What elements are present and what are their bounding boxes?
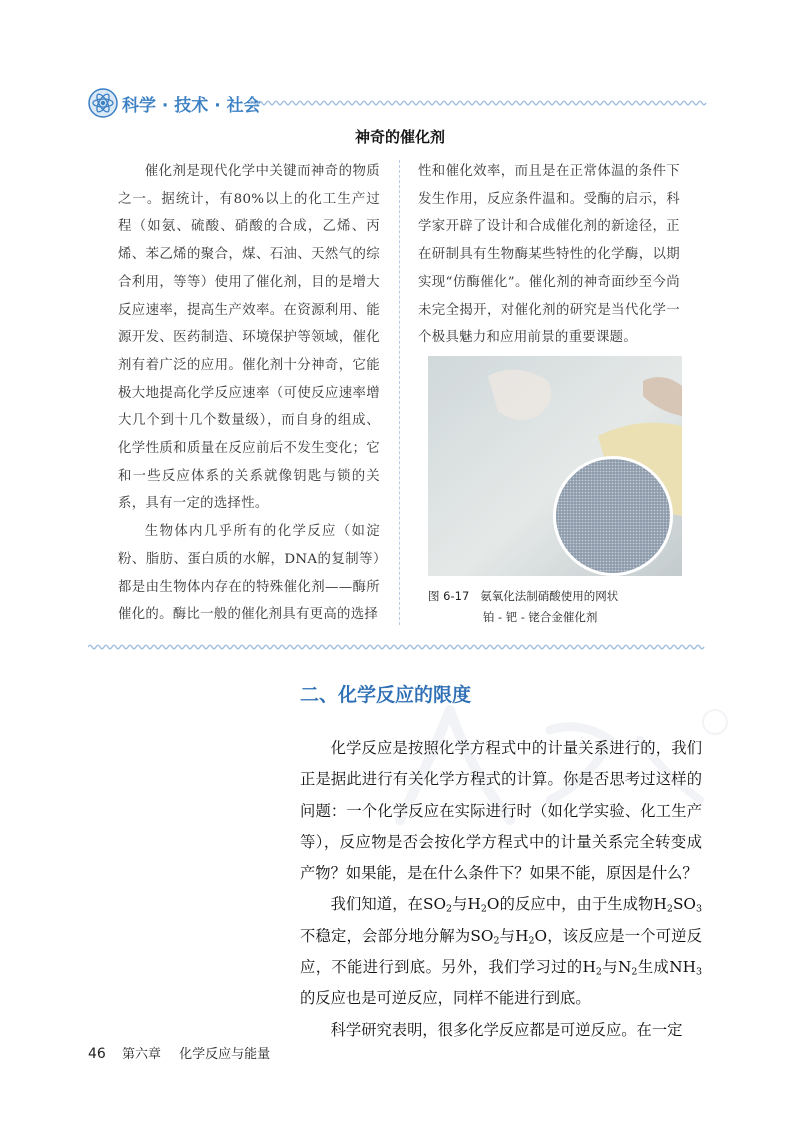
- box-title: 神奇的催化剂: [354, 128, 445, 146]
- section-paragraph-3: 科学研究表明，很多化学反应都是可逆反应。在一定: [330, 1020, 683, 1039]
- section-paragraph-2: 我们知道，在$SO_2$与$H_2O$的反应中，由于生成物$H_2SO_3$不稳定，会部分地分解为$SO_2$与$H_2O$，该反应是一个可逆反应，不能进行到底。另外，我们学习过的$H_2$与$N_2$生成$NH_3$的反应也是可逆反应，同样不能进行到底。: [300, 895, 702, 1008]
- box-paragraph-1: 催化剂是现代化学中关键而神奇的物质之一。据统计，有80%以上的化工生产过程（如氨、硫酸、硝酸的合成，乙烯、丙烯、苯乙烯的聚合，煤、石油、天然气的综合利用，等等）使用了催化剂，目的是增大反应速率，提高生产效率。在资源利用、能源开发、医药制造、环境保护等领域，催化剂有着广泛的应用。催化剂十分神奇，它能极大地提高化学反应速率（可使反应速率增大几个到十几个数量级），而自身的组成、化学性质和质量在反应前后不发生变化；它和一些反应体系的关系就像钥匙与锁的关系，具有一定的选择性。: [118, 164, 380, 512]
- column-divider: [399, 160, 400, 625]
- box-bottom-wave-divider: [88, 642, 708, 652]
- box-paragraph-3: 性和催化效率，而且是在正常体温的条件下发生作用，反应条件温和。受酶的启示，科学家开辟了设计和合成催化剂的新途径，正在研制具有生物酶某些特性的化学酶，以期实现“仿酶催化”。催化剂的神奇面纱至今尚未完全揭开，对催化剂的研究是当代化学一个极具魅力和应用前景的重要课题。: [418, 164, 680, 346]
- header-wave-divider: [250, 98, 710, 108]
- section-header: [88, 88, 708, 118]
- box-left-column: [118, 158, 380, 629]
- chapter-title: 化学反应与能量: [179, 1047, 271, 1062]
- figure-caption-line-1: 氨氧化法制硝酸使用的网状: [480, 589, 619, 603]
- section-body: [300, 733, 702, 1046]
- page-number: 46: [88, 1046, 106, 1062]
- figure-number: 图 6-17: [428, 589, 470, 603]
- box-paragraph-2: 生物体内几乎所有的化学反应（如淀粉、脂肪、蛋白质的水解，DNA的复制等）都是由生物体内存在的特殊催化剂——酶所催化的。酶比一般的催化剂具有更高的选择: [118, 524, 380, 623]
- figure-caption: [428, 586, 688, 628]
- section-heading: 二、化学反应的限度: [300, 684, 472, 706]
- chapter-label: 第六章: [121, 1047, 161, 1062]
- catalyst-gauze-photo: [428, 356, 682, 576]
- page-footer: [88, 1043, 270, 1062]
- section-header-title: 科学 · 技术 · 社会: [122, 96, 261, 116]
- atom-icon: [88, 88, 118, 118]
- box-right-column: [418, 158, 680, 352]
- figure-caption-line-2: 铂 - 钯 - 铑合金催化剂: [483, 610, 598, 624]
- section-paragraph-1: 化学反应是按照化学方程式中的计量关系进行的，我们正是据此进行有关化学方程式的计算。你是否思考过这样的问题：一个化学反应在实际进行时（如化学实验、化工生产等），反应物是否会按化学方程式中的计量关系完全转变成产物？如果能，是在什么条件下？如果不能，原因是什么？: [300, 739, 702, 883]
